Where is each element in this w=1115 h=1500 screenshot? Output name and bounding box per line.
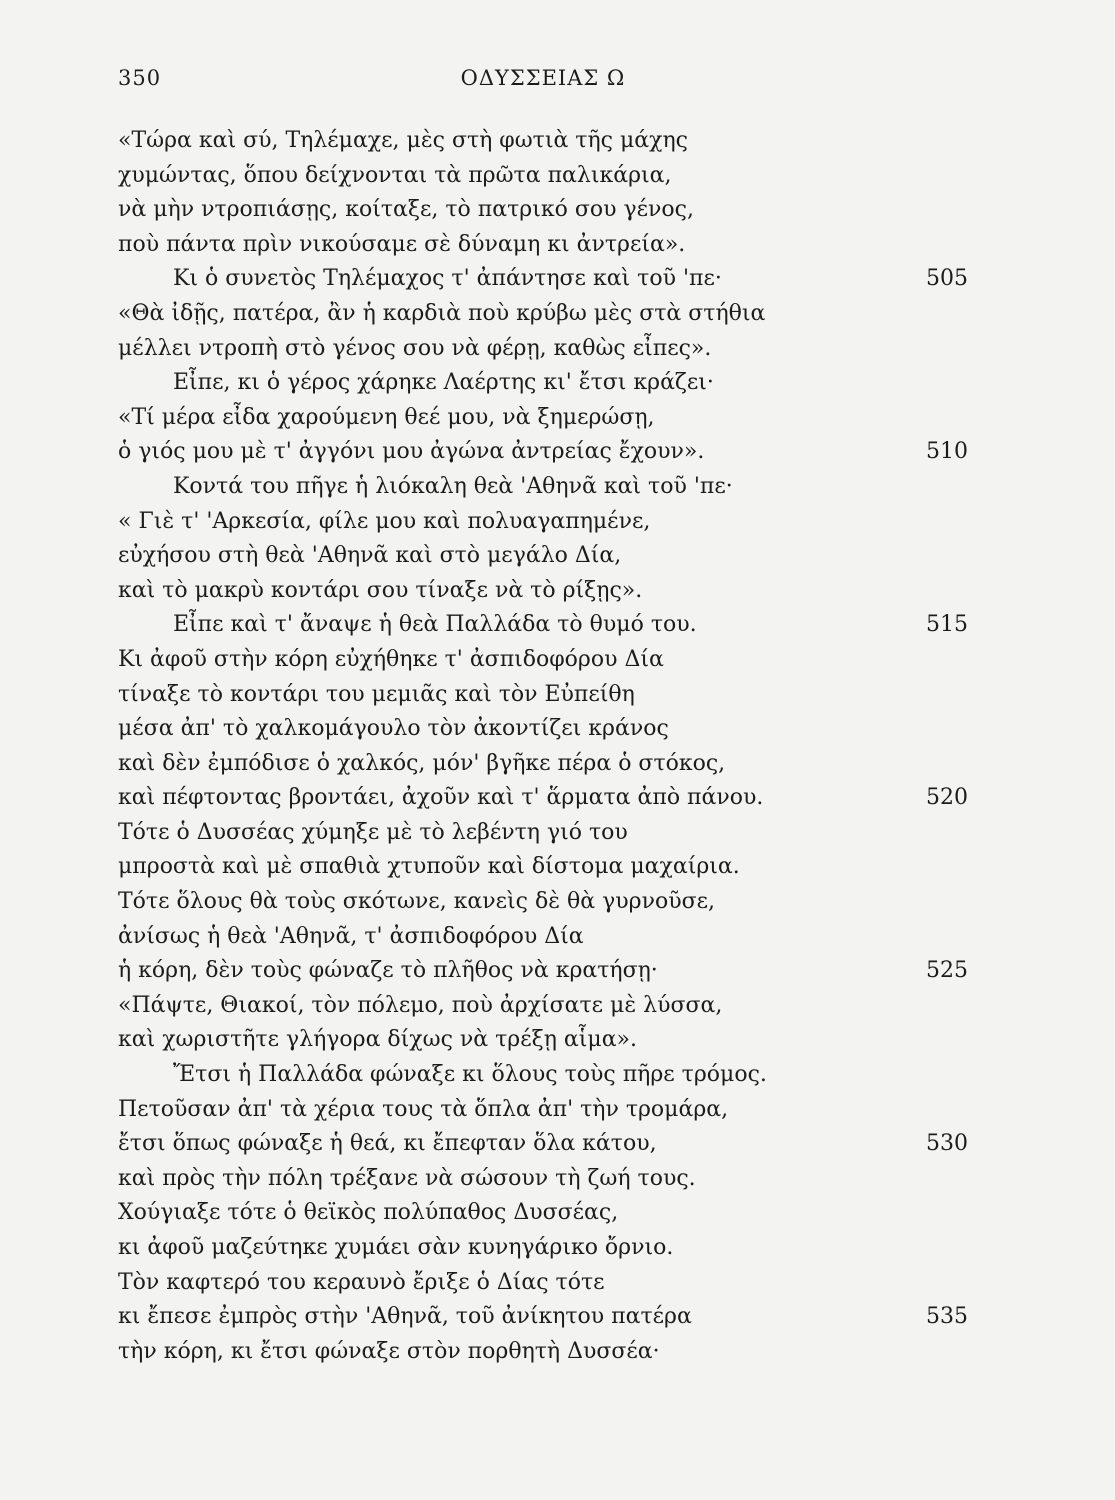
verse-text: καὶ πέφτοντας βροντάει, ἀχοῦν καὶ τ' ἅρματα ἀπὸ πάνου. [118, 785, 764, 811]
verse-text: Κοντά του πῆγε ἡ λιόκαλη θεὰ 'Αθηνᾶ καὶ τοῦ 'πε· [173, 473, 733, 499]
verse-text: μπροστὰ καὶ μὲ σπαθιὰ χτυποῦν καὶ δίστομα μαχαίρια. [118, 854, 740, 880]
verse-text: Χούγιαξε τότε ὁ θεϊκὸς πολύπαθος Δυσσέας, [118, 1200, 619, 1226]
verse-line [118, 643, 978, 678]
verse-text: Κι ἀφοῦ στὴν κόρη εὐχήθηκε τ' ἀσπιδοφόρου Δία [118, 646, 664, 672]
verse-text: καὶ τὸ μακρὺ κοντάρι σου τίναξε νὰ τὸ ρίξῃς». [118, 577, 643, 603]
verse-text: μέλλει ντροπὴ στὸ γένος σου νὰ φέρῃ, καθὼς εἶπες». [118, 335, 712, 361]
verse-text: Εἶπε καὶ τ' ἄναψε ἡ θεὰ Παλλάδα τὸ θυμό του. [173, 612, 697, 638]
verse-line [118, 989, 978, 1024]
line-number: 505 [926, 266, 968, 292]
verse-line [118, 1023, 978, 1058]
verse-text: Τὸν καφτερό του κεραυνὸ ἔριξε ὁ Δίας τότε [118, 1269, 605, 1295]
verse-text: ἀνίσως ἡ θεὰ 'Αθηνᾶ, τ' ἀσπιδοφόρου Δία [118, 923, 584, 949]
verse-text: « Γιὲ τ' 'Αρκεσία, φίλε μου καὶ πολυαγαπημένε, [118, 508, 651, 534]
verse-text: καὶ πρὸς τὴν πόλη τρέξανε νὰ σώσουν τὴ ζωή τους. [118, 1165, 696, 1191]
verse-line [118, 159, 978, 194]
verse-text: «Τί μέρα εἶδα χαρούμενη θεέ μου, νὰ ξημερώσῃ, [118, 404, 655, 430]
verse-line [118, 228, 978, 263]
verse-line [118, 1196, 978, 1231]
verse-text: τίναξε τὸ κοντάρι του μεμιᾶς καὶ τὸν Εὐπείθη [118, 681, 635, 707]
verse-text: Εἶπε, κι ὁ γέρος χάρηκε Λαέρτης κι' ἔτσι κράζει· [173, 370, 714, 396]
verse-line [118, 1093, 978, 1128]
verse-line [118, 781, 978, 816]
verse-line [118, 747, 978, 782]
verse-text: «Τώρα καὶ σύ, Τηλέμαχε, μὲς στὴ φωτιὰ τῆς μάχης [118, 128, 688, 153]
page-header [118, 66, 968, 96]
verse-text: ἡ κόρη, δὲν τοὺς φώναζε τὸ πλῆθος νὰ κρατήσῃ· [118, 958, 658, 984]
verse-text: εὐχήσου στὴ θεὰ 'Αθηνᾶ καὶ στὸ μεγάλο Δία, [118, 543, 622, 569]
verse-text: μέσα ἀπ' τὸ χαλκομάγουλο τὸν ἀκοντίζει κράνος [118, 716, 669, 742]
verse-line [118, 401, 978, 436]
verse-line [118, 1058, 978, 1093]
verse-line [118, 435, 978, 470]
verse-line [118, 678, 978, 713]
poem-text [118, 124, 978, 1369]
verse-line [118, 1162, 978, 1197]
running-title: ΟΔΥΣΣΕΙΑΣ Ω [460, 66, 626, 90]
verse-line [118, 124, 978, 159]
verse-text: Ἔτσι ἡ Παλλάδα φώναξε κι ὅλους τοὺς πῆρε τρόμος. [173, 1062, 767, 1088]
verse-line [118, 193, 978, 228]
verse-line [118, 608, 978, 643]
verse-line [118, 574, 978, 609]
verse-line [118, 539, 978, 574]
verse-line [118, 1300, 978, 1335]
verse-line [118, 954, 978, 989]
verse-text: ὁ γιός μου μὲ τ' ἀγγόνι μου ἀγώνα ἀντρείας ἔχουν». [118, 439, 705, 465]
verse-line [118, 1335, 978, 1370]
verse-text: «Πάψτε, Θιακοί, τὸν πόλεμο, ποὺ ἀρχίσατε μὲ λύσσα, [118, 992, 723, 1018]
verse-line [118, 850, 978, 885]
verse-text: Κι ὁ συνετὸς Τηλέμαχος τ' ἀπάντησε καὶ τοῦ 'πε· [173, 266, 722, 292]
verse-text: ποὺ πάντα πρὶν νικούσαμε σὲ δύναμη κι ἀντρεία». [118, 231, 686, 257]
page-number: 350 [118, 66, 162, 90]
verse-text: τὴν κόρη, κι ἔτσι φώναξε στὸν πορθητὴ Δυσσέα· [118, 1338, 660, 1364]
verse-line [118, 920, 978, 955]
line-number: 525 [926, 958, 968, 984]
verse-text: καὶ δὲν ἐμπόδισε ὁ χαλκός, μόν' βγῆκε πέρα ὁ στόκος, [118, 750, 726, 776]
verse-line [118, 1266, 978, 1301]
verse-line [118, 505, 978, 540]
verse-line [118, 297, 978, 332]
verse-line [118, 262, 978, 297]
line-number: 535 [926, 1304, 968, 1330]
verse-line [118, 712, 978, 747]
line-number: 520 [926, 785, 968, 811]
verse-text: νὰ μὴν ντροπιάσῃς, κοίταξε, τὸ πατρικό σου γένος, [118, 197, 694, 223]
verse-text: Πετοῦσαν ἀπ' τὰ χέρια τους τὰ ὅπλα ἀπ' τὴν τρομάρα, [118, 1096, 729, 1122]
verse-line [118, 1231, 978, 1266]
line-number: 530 [926, 1131, 968, 1157]
verse-line [118, 332, 978, 367]
verse-line [118, 885, 978, 920]
verse-line [118, 816, 978, 851]
verse-text: χυμώντας, ὅπου δείχνονται τὰ πρῶτα παλικάρια, [118, 162, 672, 188]
verse-text: καὶ χωριστῆτε γλήγορα δίχως νὰ τρέξῃ αἷμα». [118, 1027, 637, 1053]
line-number: 515 [926, 612, 968, 638]
verse-line [118, 366, 978, 401]
verse-text: Τότε ὅλους θὰ τοὺς σκότωνε, κανεὶς δὲ θὰ γυρνοῦσε, [118, 889, 715, 915]
verse-text: «Θὰ ἰδῇς, πατέρα, ἂν ἡ καρδιὰ ποὺ κρύβω μὲς στὰ στήθια [118, 300, 766, 326]
line-number: 510 [926, 439, 968, 465]
verse-text: κι ἀφοῦ μαζεύτηκε χυμάει σὰν κυνηγάρικο ὄρνιο. [118, 1235, 674, 1260]
verse-text: κι ἔπεσε ἐμπρὸς στὴν 'Αθηνᾶ, τοῦ ἀνίκητου πατέρα [118, 1304, 692, 1330]
verse-line [118, 470, 978, 505]
verse-text: Τότε ὁ Δυσσέας χύμηξε μὲ τὸ λεβέντη γιό του [118, 819, 628, 845]
verse-text: ἔτσι ὅπως φώναξε ἡ θεά, κι ἔπεφταν ὅλα κάτου, [118, 1131, 657, 1157]
verse-line [118, 1127, 978, 1162]
